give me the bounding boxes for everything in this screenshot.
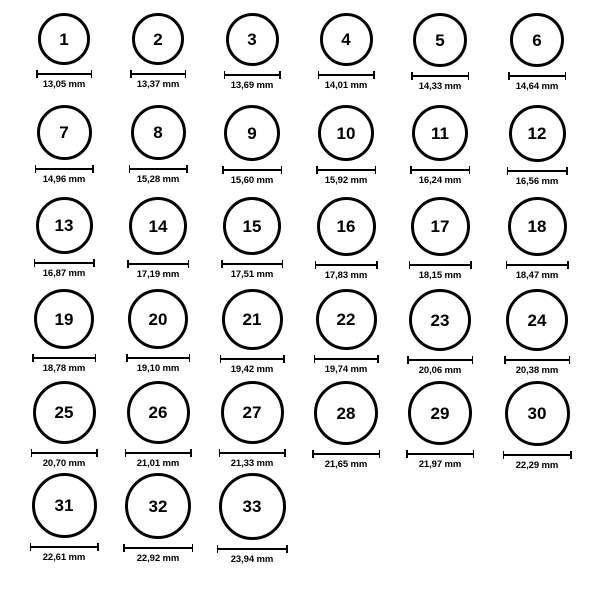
measure-cap-left <box>217 545 219 553</box>
ring-circle <box>222 289 283 350</box>
diameter-measure-bar <box>312 450 380 457</box>
measure-line <box>126 357 190 359</box>
measure-cap-right <box>566 167 568 175</box>
measure-line <box>315 264 378 266</box>
measure-cap-right <box>186 165 188 173</box>
measure-cap-right <box>286 545 288 553</box>
diameter-value: 15,60 mm <box>230 175 274 186</box>
measure-cap-left <box>506 261 508 269</box>
measure-cap-left <box>35 165 37 173</box>
ring-size-cell <box>503 197 571 281</box>
diameter-value: 15,92 mm <box>324 175 368 186</box>
ring-circle <box>510 13 564 67</box>
measure-line <box>314 358 379 360</box>
measure-cap-left <box>32 354 34 362</box>
measure-cap-left <box>36 70 38 78</box>
diameter-value: 15,28 mm <box>136 174 180 185</box>
diameter-value: 16,24 mm <box>418 175 462 186</box>
ring-circle <box>505 381 570 446</box>
ring-circle <box>408 381 472 445</box>
ring-circle <box>317 197 376 256</box>
measure-cap-left <box>34 259 36 267</box>
measure-cap-left <box>31 449 33 457</box>
ring-size-cell <box>124 473 192 564</box>
ring-circle <box>506 289 568 351</box>
measure-line <box>219 452 286 454</box>
measure-line <box>222 169 282 171</box>
diameter-measure-bar <box>34 259 95 266</box>
ring-size-cell <box>124 381 192 469</box>
ring-size-label: 29 <box>430 403 450 423</box>
diameter-measure-bar <box>129 165 188 172</box>
diameter-value: 14,64 mm <box>515 81 559 92</box>
measure-cap-right <box>569 356 571 364</box>
ring-size-cell <box>218 105 286 186</box>
measure-cap-left <box>406 450 408 458</box>
ring-size-label: 24 <box>527 310 547 330</box>
ring-size-cell <box>30 473 98 563</box>
ring-size-cell <box>218 289 286 375</box>
ring-circle <box>412 105 468 161</box>
measure-cap-left <box>503 451 505 459</box>
measure-line <box>318 74 375 76</box>
measure-cap-right <box>469 166 471 174</box>
diameter-measure-bar <box>315 261 378 268</box>
diameter-value: 17,51 mm <box>230 269 274 280</box>
ring-size-label: 17 <box>430 217 450 236</box>
measure-cap-right <box>470 261 472 269</box>
measure-cap-left <box>508 72 510 80</box>
diameter-value: 20,06 mm <box>418 365 462 376</box>
measure-cap-right <box>570 451 572 459</box>
measure-cap-left <box>504 356 506 364</box>
ring-size-cell <box>503 105 571 187</box>
diameter-value: 17,83 mm <box>324 270 368 281</box>
measure-cap-right <box>282 260 284 268</box>
measure-line <box>36 73 92 75</box>
ring-size-cell <box>312 105 380 186</box>
measure-line <box>125 452 192 454</box>
ring-size-label: 28 <box>336 403 356 423</box>
ring-size-label: 27 <box>242 403 262 422</box>
diameter-measure-bar <box>508 72 566 79</box>
ring-circle <box>131 105 186 160</box>
measure-cap-right <box>188 260 190 268</box>
ring-size-label: 21 <box>242 310 262 329</box>
measure-line <box>507 170 568 172</box>
ring-circle <box>221 381 284 444</box>
diameter-value: 21,33 mm <box>230 458 274 469</box>
ring-size-label: 19 <box>54 309 74 329</box>
measure-cap-right <box>281 166 283 174</box>
ring-circle <box>314 381 378 445</box>
ring-size-cell <box>124 289 192 374</box>
measure-cap-right <box>91 70 93 78</box>
measure-cap-right <box>284 449 286 457</box>
measure-cap-right <box>373 71 375 79</box>
ring-size-cell <box>312 197 380 281</box>
measure-line <box>410 169 470 171</box>
measure-line <box>312 453 380 455</box>
diameter-measure-bar <box>123 544 193 551</box>
diameter-measure-bar <box>222 166 282 173</box>
diameter-measure-bar <box>127 260 189 267</box>
measure-cap-left <box>507 167 509 175</box>
measure-cap-right <box>279 71 281 79</box>
measure-cap-right <box>92 165 94 173</box>
measure-line <box>123 547 193 549</box>
diameter-value: 19,74 mm <box>324 364 368 375</box>
measure-line <box>411 75 469 77</box>
ring-size-cell <box>406 381 474 470</box>
ring-circle <box>36 197 93 254</box>
ring-size-cell <box>218 381 286 469</box>
measure-cap-left <box>411 72 413 80</box>
measure-line <box>316 169 376 171</box>
measure-line <box>220 358 285 360</box>
measure-line <box>129 168 188 170</box>
measure-line <box>31 452 98 454</box>
diameter-measure-bar <box>36 70 92 77</box>
diameter-value: 21,97 mm <box>418 459 462 470</box>
ring-circle <box>34 289 94 349</box>
measure-line <box>224 74 281 76</box>
ring-size-label: 16 <box>336 217 356 236</box>
diameter-measure-bar <box>221 260 283 267</box>
ring-circle <box>127 381 190 444</box>
measure-line <box>127 263 189 265</box>
diameter-measure-bar <box>318 71 375 78</box>
diameter-value: 13,69 mm <box>230 80 274 91</box>
measure-cap-left <box>219 449 221 457</box>
diameter-value: 13,37 mm <box>136 79 180 90</box>
measure-line <box>508 75 566 77</box>
ring-size-label: 9 <box>247 123 257 143</box>
ring-size-cell <box>312 13 380 91</box>
ring-circle <box>219 473 286 540</box>
ring-size-label: 14 <box>148 216 168 236</box>
measure-cap-right <box>567 261 569 269</box>
measure-cap-right <box>189 354 191 362</box>
ring-size-cell <box>124 197 192 280</box>
ring-size-label: 13 <box>54 216 74 235</box>
measure-cap-right <box>565 72 567 80</box>
ring-size-label: 23 <box>430 310 450 330</box>
diameter-value: 20,38 mm <box>515 365 559 376</box>
measure-line <box>35 168 94 170</box>
ring-size-label: 18 <box>527 217 547 236</box>
ring-circle <box>33 381 96 444</box>
diameter-value: 14,96 mm <box>42 174 86 185</box>
ring-size-cell <box>218 13 286 91</box>
measure-cap-left <box>410 166 412 174</box>
diameter-measure-bar <box>409 261 472 268</box>
measure-cap-right <box>97 543 99 551</box>
diameter-measure-bar <box>507 167 568 174</box>
ring-size-cell <box>503 13 571 92</box>
diameter-value: 16,87 mm <box>42 268 86 279</box>
measure-cap-left <box>224 71 226 79</box>
measure-cap-right <box>468 72 470 80</box>
measure-line <box>217 548 288 550</box>
measure-line <box>407 359 473 361</box>
diameter-value: 18,15 mm <box>418 270 462 281</box>
ring-size-label: 32 <box>148 496 168 516</box>
diameter-value: 20,70 mm <box>42 458 86 469</box>
ring-size-label: 1 <box>59 29 69 49</box>
ring-size-label: 31 <box>54 496 74 515</box>
measure-cap-left <box>315 261 317 269</box>
ring-circle <box>411 197 470 256</box>
ring-size-cell <box>312 381 380 470</box>
measure-cap-right <box>283 355 285 363</box>
ring-circle <box>128 289 188 349</box>
measure-line <box>30 546 99 548</box>
measure-cap-right <box>472 356 474 364</box>
ring-circle <box>37 105 92 160</box>
diameter-measure-bar <box>30 543 99 550</box>
measure-line <box>34 262 95 264</box>
measure-cap-right <box>377 355 379 363</box>
diameter-value: 22,29 mm <box>515 460 559 471</box>
ring-size-label: 33 <box>242 497 262 516</box>
diameter-measure-bar <box>31 449 98 456</box>
ring-size-cell <box>30 105 98 185</box>
measure-line <box>506 264 569 266</box>
diameter-measure-bar <box>503 451 572 458</box>
ring-size-cell <box>406 197 474 281</box>
measure-line <box>130 73 186 75</box>
measure-line <box>503 454 572 456</box>
ring-size-cell <box>503 289 571 376</box>
measure-cap-right <box>190 449 192 457</box>
diameter-value: 22,92 mm <box>136 553 180 564</box>
ring-size-cell <box>30 13 98 90</box>
ring-size-cell <box>30 197 98 279</box>
ring-size-cell <box>30 381 98 469</box>
ring-circle <box>223 197 281 255</box>
measure-cap-left <box>127 260 129 268</box>
diameter-value: 19,10 mm <box>136 363 180 374</box>
diameter-measure-bar <box>314 355 379 362</box>
measure-cap-right <box>185 70 187 78</box>
diameter-value: 21,01 mm <box>136 458 180 469</box>
diameter-value: 18,47 mm <box>515 270 559 281</box>
measure-cap-left <box>407 356 409 364</box>
ring-size-label: 2 <box>153 29 163 49</box>
ring-size-cell <box>406 13 474 92</box>
measure-line <box>504 359 570 361</box>
measure-cap-left <box>316 166 318 174</box>
ring-circle <box>129 197 187 255</box>
ring-circle <box>409 289 471 351</box>
diameter-measure-bar <box>504 356 570 363</box>
measure-cap-left <box>125 449 127 457</box>
ring-size-label: 20 <box>148 309 168 329</box>
ring-size-label: 3 <box>247 30 257 49</box>
ring-size-label: 30 <box>527 404 547 423</box>
measure-cap-left <box>123 544 125 552</box>
measure-cap-left <box>409 261 411 269</box>
diameter-value: 13,05 mm <box>42 79 86 90</box>
measure-line <box>409 264 472 266</box>
measure-cap-right <box>375 166 377 174</box>
measure-cap-right <box>93 259 95 267</box>
diameter-value: 19,42 mm <box>230 364 274 375</box>
ring-size-label: 25 <box>54 403 74 422</box>
measure-cap-left <box>318 71 320 79</box>
ring-size-label: 11 <box>431 123 449 143</box>
ring-size-cell <box>30 289 98 374</box>
measure-cap-left <box>129 165 131 173</box>
ring-size-label: 26 <box>148 403 168 422</box>
ring-size-label: 15 <box>242 216 262 236</box>
ring-size-label: 8 <box>153 123 163 142</box>
diameter-value: 22,61 mm <box>42 552 86 563</box>
ring-circle <box>508 197 567 256</box>
diameter-measure-bar <box>407 356 473 363</box>
diameter-measure-bar <box>217 545 288 552</box>
measure-cap-right <box>473 450 475 458</box>
measure-cap-left <box>312 450 314 458</box>
ring-circle <box>413 13 467 67</box>
ring-circle <box>316 289 377 350</box>
ring-circle <box>320 13 373 66</box>
ring-size-label: 5 <box>435 30 445 50</box>
ring-circle <box>226 13 279 66</box>
measure-line <box>221 263 283 265</box>
ring-size-cell <box>312 289 380 375</box>
ring-size-cell <box>124 105 192 185</box>
diameter-value: 23,94 mm <box>230 554 274 565</box>
diameter-measure-bar <box>316 166 376 173</box>
diameter-value: 16,56 mm <box>515 176 559 187</box>
measure-cap-right <box>96 449 98 457</box>
measure-cap-left <box>30 543 32 551</box>
diameter-value: 14,33 mm <box>418 81 462 92</box>
ring-circle <box>318 105 374 161</box>
ring-size-cell <box>503 381 571 471</box>
ring-circle <box>132 13 184 65</box>
diameter-measure-bar <box>35 165 94 172</box>
diameter-measure-bar <box>32 354 96 361</box>
measure-cap-left <box>314 355 316 363</box>
measure-line <box>406 453 474 455</box>
measure-cap-right <box>379 450 381 458</box>
ring-size-label: 22 <box>336 310 356 329</box>
measure-cap-right <box>192 544 194 552</box>
measure-cap-right <box>95 354 97 362</box>
ring-size-label: 12 <box>527 124 547 143</box>
measure-line <box>32 357 96 359</box>
diameter-measure-bar <box>410 166 470 173</box>
ring-circle <box>32 473 97 538</box>
ring-size-cell <box>218 473 286 565</box>
measure-cap-left <box>126 354 128 362</box>
measure-cap-left <box>222 166 224 174</box>
diameter-measure-bar <box>125 449 192 456</box>
ring-circle <box>509 105 566 162</box>
diameter-measure-bar <box>220 355 285 362</box>
measure-cap-left <box>130 70 132 78</box>
ring-size-cell <box>124 13 192 90</box>
ring-circle <box>224 105 280 161</box>
ring-circle <box>125 473 191 539</box>
measure-cap-left <box>220 355 222 363</box>
ring-circle <box>38 13 90 65</box>
diameter-value: 21,65 mm <box>324 459 368 470</box>
measure-cap-left <box>221 260 223 268</box>
diameter-value: 18,78 mm <box>42 363 86 374</box>
ring-size-label: 4 <box>341 30 351 49</box>
ring-size-cell <box>406 105 474 186</box>
diameter-measure-bar <box>130 70 186 77</box>
measure-cap-right <box>376 261 378 269</box>
diameter-measure-bar <box>224 71 281 78</box>
ring-size-label: 7 <box>59 123 69 142</box>
diameter-measure-bar <box>219 449 286 456</box>
ring-size-cell <box>218 197 286 280</box>
ring-size-label: 10 <box>336 123 356 143</box>
diameter-measure-bar <box>406 450 474 457</box>
ring-size-cell <box>406 289 474 376</box>
diameter-value: 17,19 mm <box>136 269 180 280</box>
diameter-value: 14,01 mm <box>324 80 368 91</box>
ring-size-label: 6 <box>532 30 542 50</box>
diameter-measure-bar <box>126 354 190 361</box>
diameter-measure-bar <box>506 261 569 268</box>
diameter-measure-bar <box>411 72 469 79</box>
